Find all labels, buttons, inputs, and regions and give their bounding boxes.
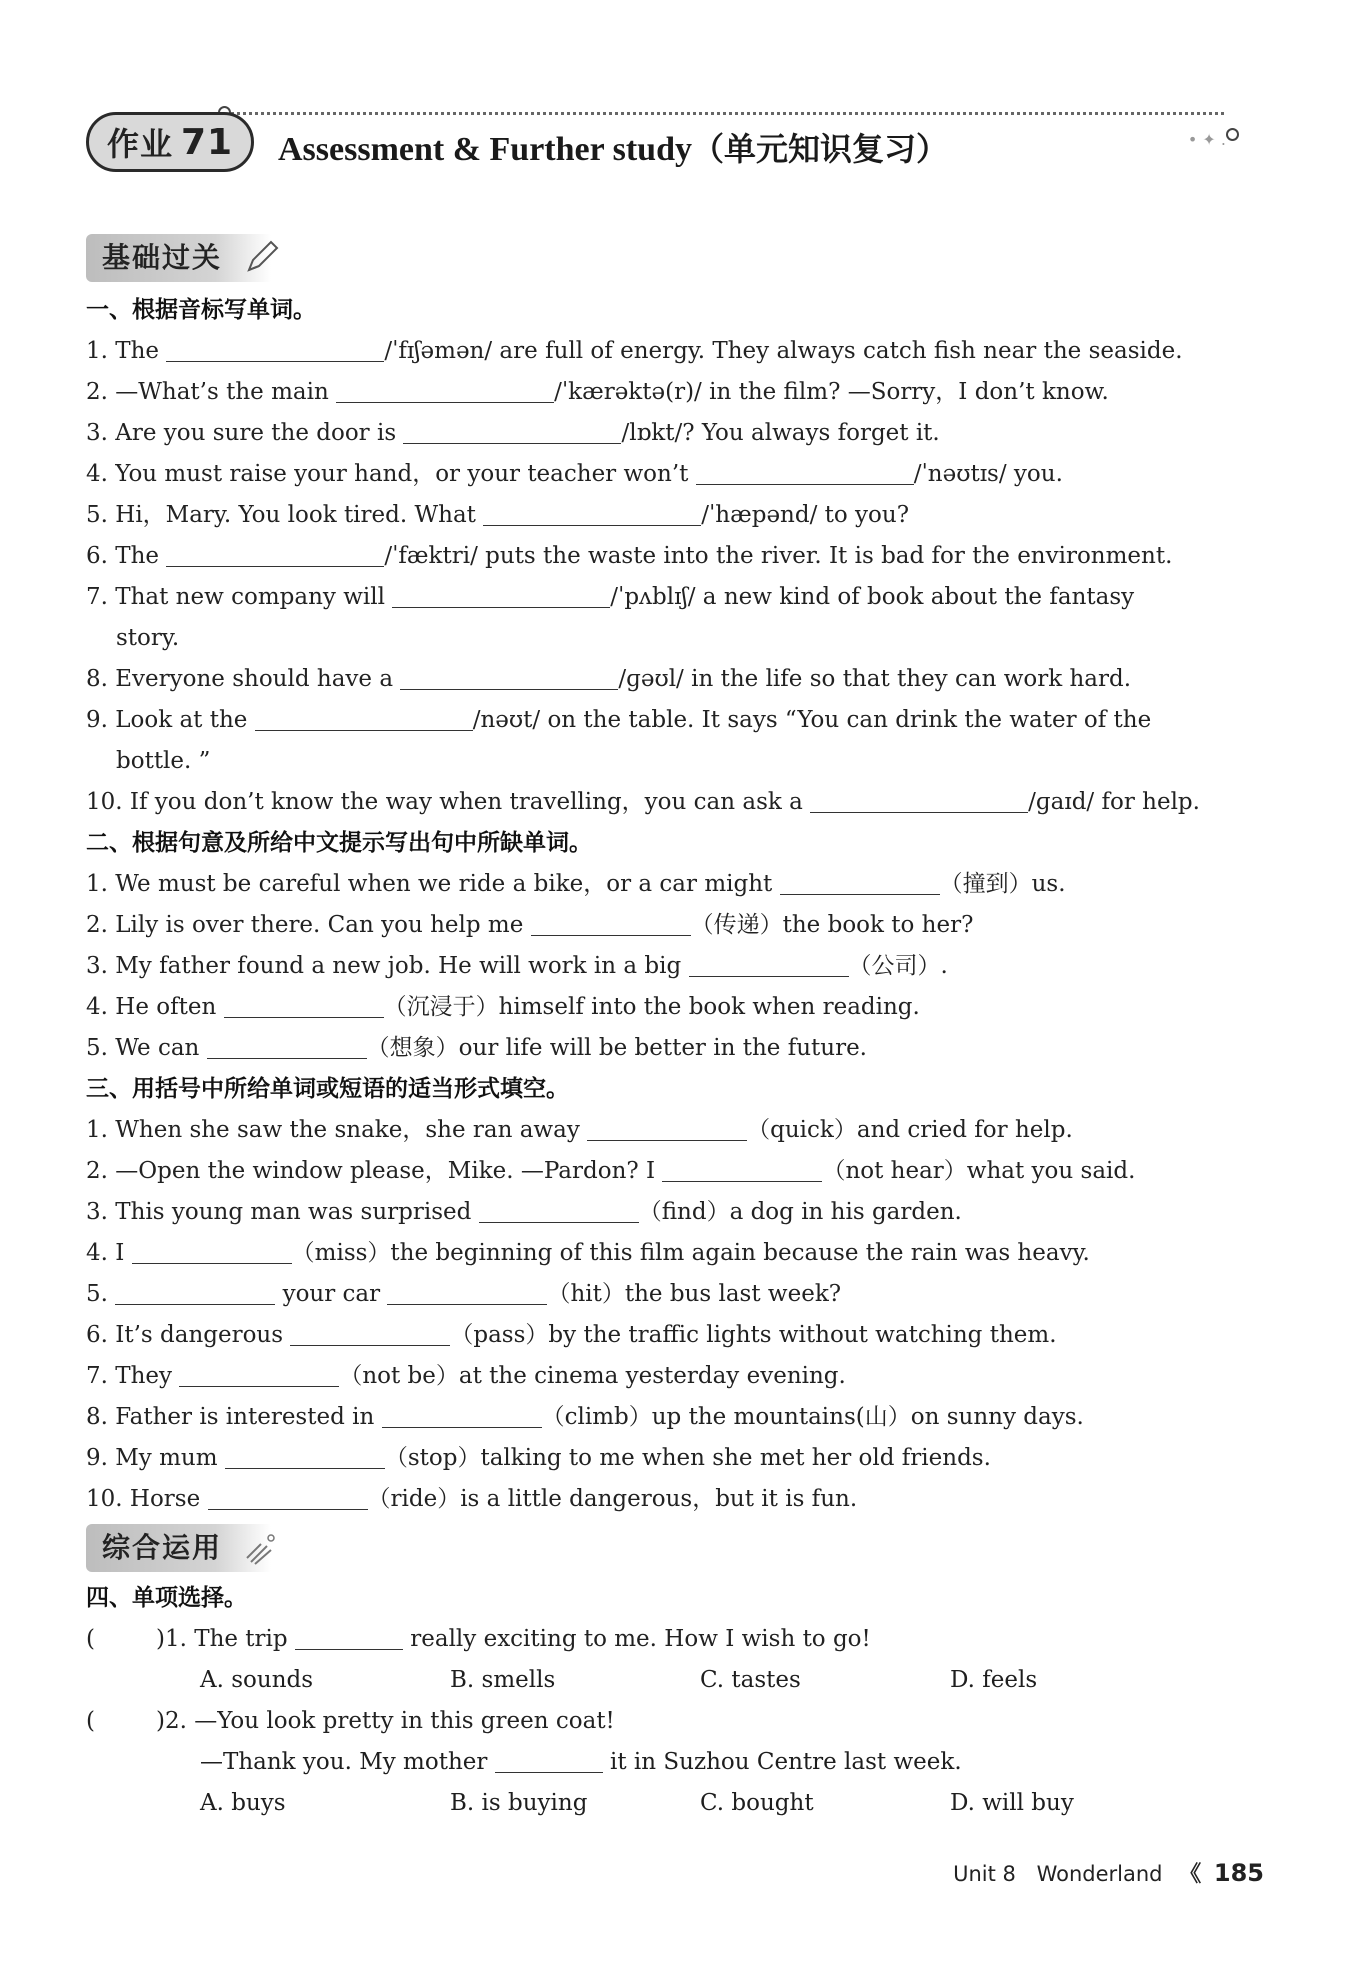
mc-options-2 [200, 1785, 1200, 1821]
answer-blank[interactable] [531, 911, 691, 936]
footer-unit: Unit 8 [953, 1862, 1016, 1886]
answer-blank[interactable] [208, 1485, 368, 1510]
part1-item-5: 5. Hi，Mary. You look tired. What /ˈhæpənd/ to you? [86, 502, 910, 528]
part1-item-8: 8. Everyone should have a /ɡəʊl/ in the life so that they can work hard. [86, 666, 1132, 692]
answer-blank[interactable] [662, 1157, 822, 1182]
title-chinese: （单元知识复习） [691, 130, 948, 168]
answer-blank[interactable] [132, 1239, 292, 1264]
answer-blank[interactable] [255, 706, 473, 731]
answer-blank[interactable] [166, 542, 384, 567]
part3-item-1: 1. When she saw the snake，she ran away （quick）and cried for help. [86, 1117, 1073, 1143]
answer-blank[interactable] [479, 1198, 639, 1223]
answer-blank[interactable] [403, 419, 621, 444]
option-c[interactable]: C. bought [700, 1790, 814, 1816]
part3-item-6: 6. It’s dangerous （pass）by the traffic lights without watching them. [86, 1322, 1057, 1348]
answer-blank[interactable] [810, 788, 1028, 813]
page-footer [953, 1853, 1264, 1893]
section-tag-basic-label: 基础过关 [102, 241, 223, 274]
part1-item-7-cont: story. [116, 625, 180, 651]
part2-item-5: 5. We can （想象）our life will be better in the future. [86, 1035, 867, 1061]
section-tag-basic [86, 234, 271, 282]
answer-blank[interactable] [336, 378, 554, 403]
option-c[interactable]: C. tastes [700, 1667, 801, 1693]
footer-unit-title: Wonderland [1036, 1862, 1163, 1886]
answer-blank[interactable] [483, 501, 701, 526]
page-title [278, 124, 948, 170]
part3-item-2: 2. —Open the window please，Mike. —Pardon? I （not hear）what you said. [86, 1158, 1136, 1184]
answer-blank[interactable] [295, 1625, 403, 1650]
part3-item-5: 5. your car （hit）the bus last week? [86, 1281, 842, 1307]
answer-blank[interactable] [780, 870, 940, 895]
option-d[interactable]: D. feels [950, 1667, 1038, 1693]
section-tag-comprehensive-label: 综合运用 [102, 1531, 223, 1564]
answer-blank[interactable] [179, 1362, 339, 1387]
answer-blank[interactable] [387, 1280, 547, 1305]
part3-item-9: 9. My mum （stop）talking to me when she met her old friends. [86, 1445, 991, 1471]
option-b[interactable]: B. smells [450, 1667, 556, 1693]
part1-item-1: 1. The /ˈfɪʃəmən/ are full of energy. They always catch fish near the seaside. [86, 338, 1183, 364]
title-english: Assessment & Further study [278, 131, 692, 168]
answer-paren[interactable]: ( [86, 1626, 95, 1652]
answer-blank[interactable] [225, 1444, 385, 1469]
page-number: 185 [1213, 1859, 1264, 1887]
mc-question-1: ( )1. The trip really exciting to me. How I wish to go! [86, 1621, 1266, 1657]
answer-blank[interactable] [290, 1321, 450, 1346]
part1-item-9: 9. Look at the /nəʊt/ on the table. It says “You can drink the water of the [86, 707, 1152, 733]
part1-item-10: 10. If you don’t know the way when travelling，you can ask a /ɡaɪd/ for help. [86, 789, 1200, 815]
section-tag-comprehensive [86, 1524, 271, 1572]
double-chevron-icon: 《 [1179, 1862, 1202, 1887]
part3-title: 三、用括号中所给单词或短语的适当形式填空。 [86, 1076, 569, 1102]
answer-blank[interactable] [224, 993, 384, 1018]
part3-item-8: 8. Father is interested in （climb）up the mountains(山）on sunny days. [86, 1404, 1084, 1430]
answer-blank[interactable] [207, 1034, 367, 1059]
answer-blank[interactable] [587, 1116, 747, 1141]
homework-badge [86, 112, 254, 172]
part1-item-7: 7. That new company will /ˈpʌblɪʃ/ a new kind of book about the fantasy [86, 584, 1135, 610]
part2-item-4: 4. He often （沉浸于）himself into the book when reading. [86, 994, 920, 1020]
option-b[interactable]: B. is buying [450, 1790, 588, 1816]
option-d[interactable]: D. will buy [950, 1790, 1074, 1816]
part3-item-3: 3. This young man was surprised （find）a dog in his garden. [86, 1199, 962, 1225]
answer-blank[interactable] [400, 665, 618, 690]
badge-label: 作业 [106, 125, 173, 163]
answer-blank[interactable] [495, 1748, 603, 1773]
answer-blank[interactable] [166, 337, 384, 362]
page-header [86, 100, 1256, 190]
part1-item-6: 6. The /ˈfæktri/ puts the waste into the river. It is bad for the environment. [86, 543, 1173, 569]
mc-question-2: ( )2. —You look pretty in this green coat! [86, 1703, 1266, 1739]
sparkle-brush-icon [241, 1528, 281, 1568]
answer-blank[interactable] [696, 460, 914, 485]
part1-item-3: 3. Are you sure the door is /lɒkt/? You always forget it. [86, 420, 940, 446]
part2-title: 二、根据句意及所给中文提示写出句中所缺单词。 [86, 830, 592, 856]
part3-item-7: 7. They （not be）at the cinema yesterday evening. [86, 1363, 846, 1389]
part1-item-4: 4. You must raise your hand，or your teacher won’t /ˈnəʊtɪs/ you. [86, 461, 1063, 487]
part1-item-9-cont: bottle. ” [116, 748, 211, 774]
part2-item-2: 2. Lily is over there. Can you help me （传递）the book to her? [86, 912, 974, 938]
answer-blank[interactable] [392, 583, 610, 608]
answer-blank[interactable] [689, 952, 849, 977]
answer-blank[interactable] [382, 1403, 542, 1428]
pencil-icon [241, 238, 281, 278]
option-a[interactable]: A. buys [200, 1790, 286, 1816]
mc-options-1 [200, 1662, 1200, 1698]
header-dotted-line [224, 112, 1224, 115]
part4-title: 四、单项选择。 [86, 1585, 247, 1611]
part1-item-2: 2. —What’s the main /ˈkærəktə(r)/ in the film? —Sorry，I don’t know. [86, 379, 1109, 405]
mc-question-2-line2: —Thank you. My mother it in Suzhou Centre last week. [200, 1749, 962, 1775]
sparkle-icon: • ✦ . [1187, 130, 1226, 149]
header-dot-right [1226, 128, 1239, 141]
part2-item-3: 3. My father found a new job. He will work in a big （公司）. [86, 953, 948, 979]
part3-item-4: 4. I （miss）the beginning of this film again because the rain was heavy. [86, 1240, 1090, 1266]
part2-item-1: 1. We must be careful when we ride a bike，or a car might （撞到）us. [86, 871, 1066, 897]
answer-blank[interactable] [115, 1280, 275, 1305]
part3-item-10: 10. Horse （ride）is a little dangerous，but it is fun. [86, 1486, 858, 1512]
badge-number: 71 [180, 121, 234, 163]
answer-paren[interactable]: ( [86, 1708, 95, 1734]
option-a[interactable]: A. sounds [200, 1667, 314, 1693]
part1-title: 一、根据音标写单词。 [86, 297, 316, 323]
